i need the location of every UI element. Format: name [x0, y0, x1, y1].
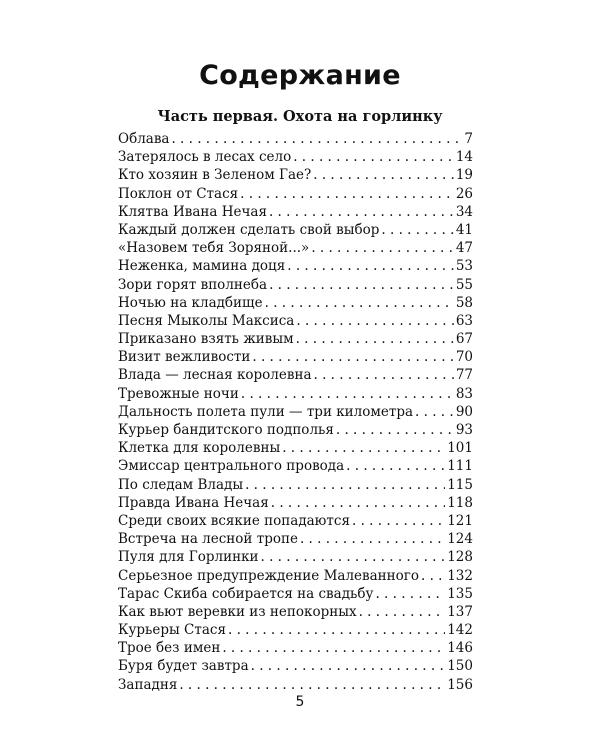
dot-leader — [296, 312, 453, 330]
dot-leader — [287, 257, 454, 275]
entry-page: 53 — [455, 258, 473, 275]
entry-title: Как вьют веревки из непокорных — [118, 603, 357, 620]
entry-page: 135 — [447, 585, 473, 602]
entry-page: 115 — [447, 476, 473, 493]
toc-entry — [118, 330, 473, 348]
toc-entry — [118, 166, 473, 184]
toc-entry — [118, 294, 473, 312]
entry-title: Зори горят вполнеба — [118, 276, 268, 293]
entry-title: Правда Ивана Нечая — [118, 494, 269, 511]
entry-page: 14 — [455, 149, 473, 166]
entry-page: 70 — [455, 349, 473, 366]
dot-leader — [296, 330, 454, 348]
dot-leader — [300, 530, 445, 548]
toc-entry — [118, 567, 473, 585]
dot-leader — [311, 239, 454, 257]
entry-title: Курьеры Стася — [118, 622, 226, 639]
entry-page: 83 — [455, 385, 473, 402]
dot-leader — [261, 548, 446, 566]
entry-title: Тревожные ночи — [118, 385, 239, 402]
entry-title: Встреча на лесной тропе — [118, 531, 298, 548]
entry-page: 34 — [455, 203, 473, 220]
toc-entry — [118, 494, 473, 512]
entry-title: Кто хозяин в Зеленом Гае? — [118, 167, 312, 184]
toc-entry — [118, 185, 473, 203]
entry-page: 101 — [447, 440, 473, 457]
entry-page: 137 — [447, 603, 473, 620]
toc-entry — [118, 657, 473, 675]
entry-title: Тарас Скиба собирается на свадьбу — [118, 585, 374, 602]
entry-title: Эмиссар центрального провода — [118, 458, 345, 475]
toc-entry — [118, 348, 473, 366]
entry-page: 90 — [455, 403, 473, 420]
toc-entry — [118, 221, 473, 239]
entry-title: Западня — [118, 676, 178, 693]
page-title: Содержание — [199, 60, 401, 91]
toc-entry — [118, 130, 473, 148]
toc-entry — [118, 476, 473, 494]
toc-entry — [118, 457, 473, 475]
entry-title: Буря будет завтра — [118, 658, 249, 675]
entry-page: 146 — [447, 640, 473, 657]
toc-entry — [118, 385, 473, 403]
entry-page: 58 — [455, 294, 473, 311]
entry-page: 67 — [455, 331, 473, 348]
dot-leader — [293, 148, 454, 166]
dot-leader — [313, 166, 454, 184]
entry-title: Пуля для Горлинки — [118, 549, 259, 566]
entry-title: По следам Влады — [118, 476, 244, 493]
entry-page: 118 — [447, 494, 473, 511]
dot-leader — [269, 276, 454, 294]
toc-entry — [118, 239, 473, 257]
dot-leader — [228, 621, 445, 639]
toc-entry — [118, 512, 473, 530]
dot-leader — [381, 221, 453, 239]
dot-leader — [415, 403, 454, 421]
entry-page: 124 — [447, 531, 473, 548]
entry-page: 132 — [447, 567, 473, 584]
toc-entry — [118, 421, 473, 439]
toc-entry — [118, 276, 473, 294]
entry-page: 142 — [447, 622, 473, 639]
dot-leader — [271, 494, 445, 512]
toc-entry — [118, 312, 473, 330]
part-title: Часть первая. Охота на горлинку — [157, 108, 443, 125]
entry-title: Затерялось в лесах село — [118, 149, 292, 166]
entry-page: 111 — [447, 458, 473, 475]
dot-leader — [346, 457, 445, 475]
entry-page: 93 — [455, 422, 473, 438]
toc-entry — [118, 403, 473, 421]
entry-page: 55 — [455, 276, 473, 293]
toc-entry — [118, 676, 473, 694]
dot-leader — [336, 421, 454, 439]
entry-page: 156 — [447, 676, 473, 693]
dot-leader — [265, 294, 454, 312]
entry-title: Облава — [118, 131, 170, 147]
entry-title: Приказано взять живым — [118, 331, 294, 348]
entry-page: 26 — [455, 185, 473, 202]
toc-entry — [118, 621, 473, 639]
dot-leader — [375, 585, 445, 603]
toc-entry — [118, 585, 473, 603]
toc-entry — [118, 148, 473, 166]
dot-leader — [222, 639, 445, 657]
toc-entry — [118, 203, 473, 221]
entry-title: Поклон от Стася — [118, 185, 239, 202]
entry-title: Среди своих всякие попадаются — [118, 512, 350, 529]
toc-entry — [118, 257, 473, 275]
entry-title: Серьезное предупреждение Малеванного — [118, 567, 419, 584]
toc-entry — [118, 603, 473, 621]
dot-leader — [314, 366, 454, 384]
entry-title: Клятва Ивана Нечая — [118, 203, 267, 220]
dot-leader — [269, 203, 454, 221]
entry-title: Дальность полета пули — три километра — [118, 403, 414, 420]
dot-leader — [171, 130, 462, 148]
entry-title: Ночью на кладбище — [118, 294, 263, 311]
dot-leader — [251, 657, 446, 675]
entry-title: Курьер бандитского подполья — [118, 422, 334, 438]
toc-entry — [118, 439, 473, 457]
entry-page: 121 — [447, 512, 473, 529]
dot-leader — [352, 512, 445, 530]
entry-title: Каждый должен сделать свой выбор — [118, 221, 380, 238]
entry-title: Песня Мыколы Максиса — [118, 312, 295, 329]
dot-leader — [282, 439, 445, 457]
entry-page: 128 — [447, 549, 473, 566]
entry-page: 63 — [455, 312, 473, 329]
page-number: 5 — [295, 694, 305, 710]
dot-leader — [245, 476, 445, 494]
entry-page: 19 — [455, 167, 473, 184]
toc-entry — [118, 366, 473, 384]
table-of-contents — [118, 130, 473, 694]
dot-leader — [241, 385, 454, 403]
entry-page: 150 — [447, 658, 473, 675]
dot-leader — [252, 348, 453, 366]
entry-page: 47 — [455, 240, 473, 257]
entry-title: Визит вежливости — [118, 349, 251, 366]
entry-title: «Назовем тебя Зоряной...» — [118, 240, 310, 257]
entry-title: Влада — лесная королевна — [118, 367, 312, 384]
dot-leader — [421, 567, 445, 585]
dot-leader — [359, 603, 446, 621]
dot-leader — [179, 676, 445, 694]
entry-page: 41 — [455, 221, 473, 238]
dot-leader — [240, 185, 454, 203]
entry-title: Клетка для королевны — [118, 440, 281, 457]
toc-entry — [118, 530, 473, 548]
entry-page: 7 — [464, 131, 473, 147]
entry-title: Трое без имен — [118, 640, 221, 657]
toc-entry — [118, 639, 473, 657]
entry-page: 77 — [455, 367, 473, 384]
entry-title: Неженка, мамина доця — [118, 258, 286, 275]
toc-entry — [118, 548, 473, 566]
